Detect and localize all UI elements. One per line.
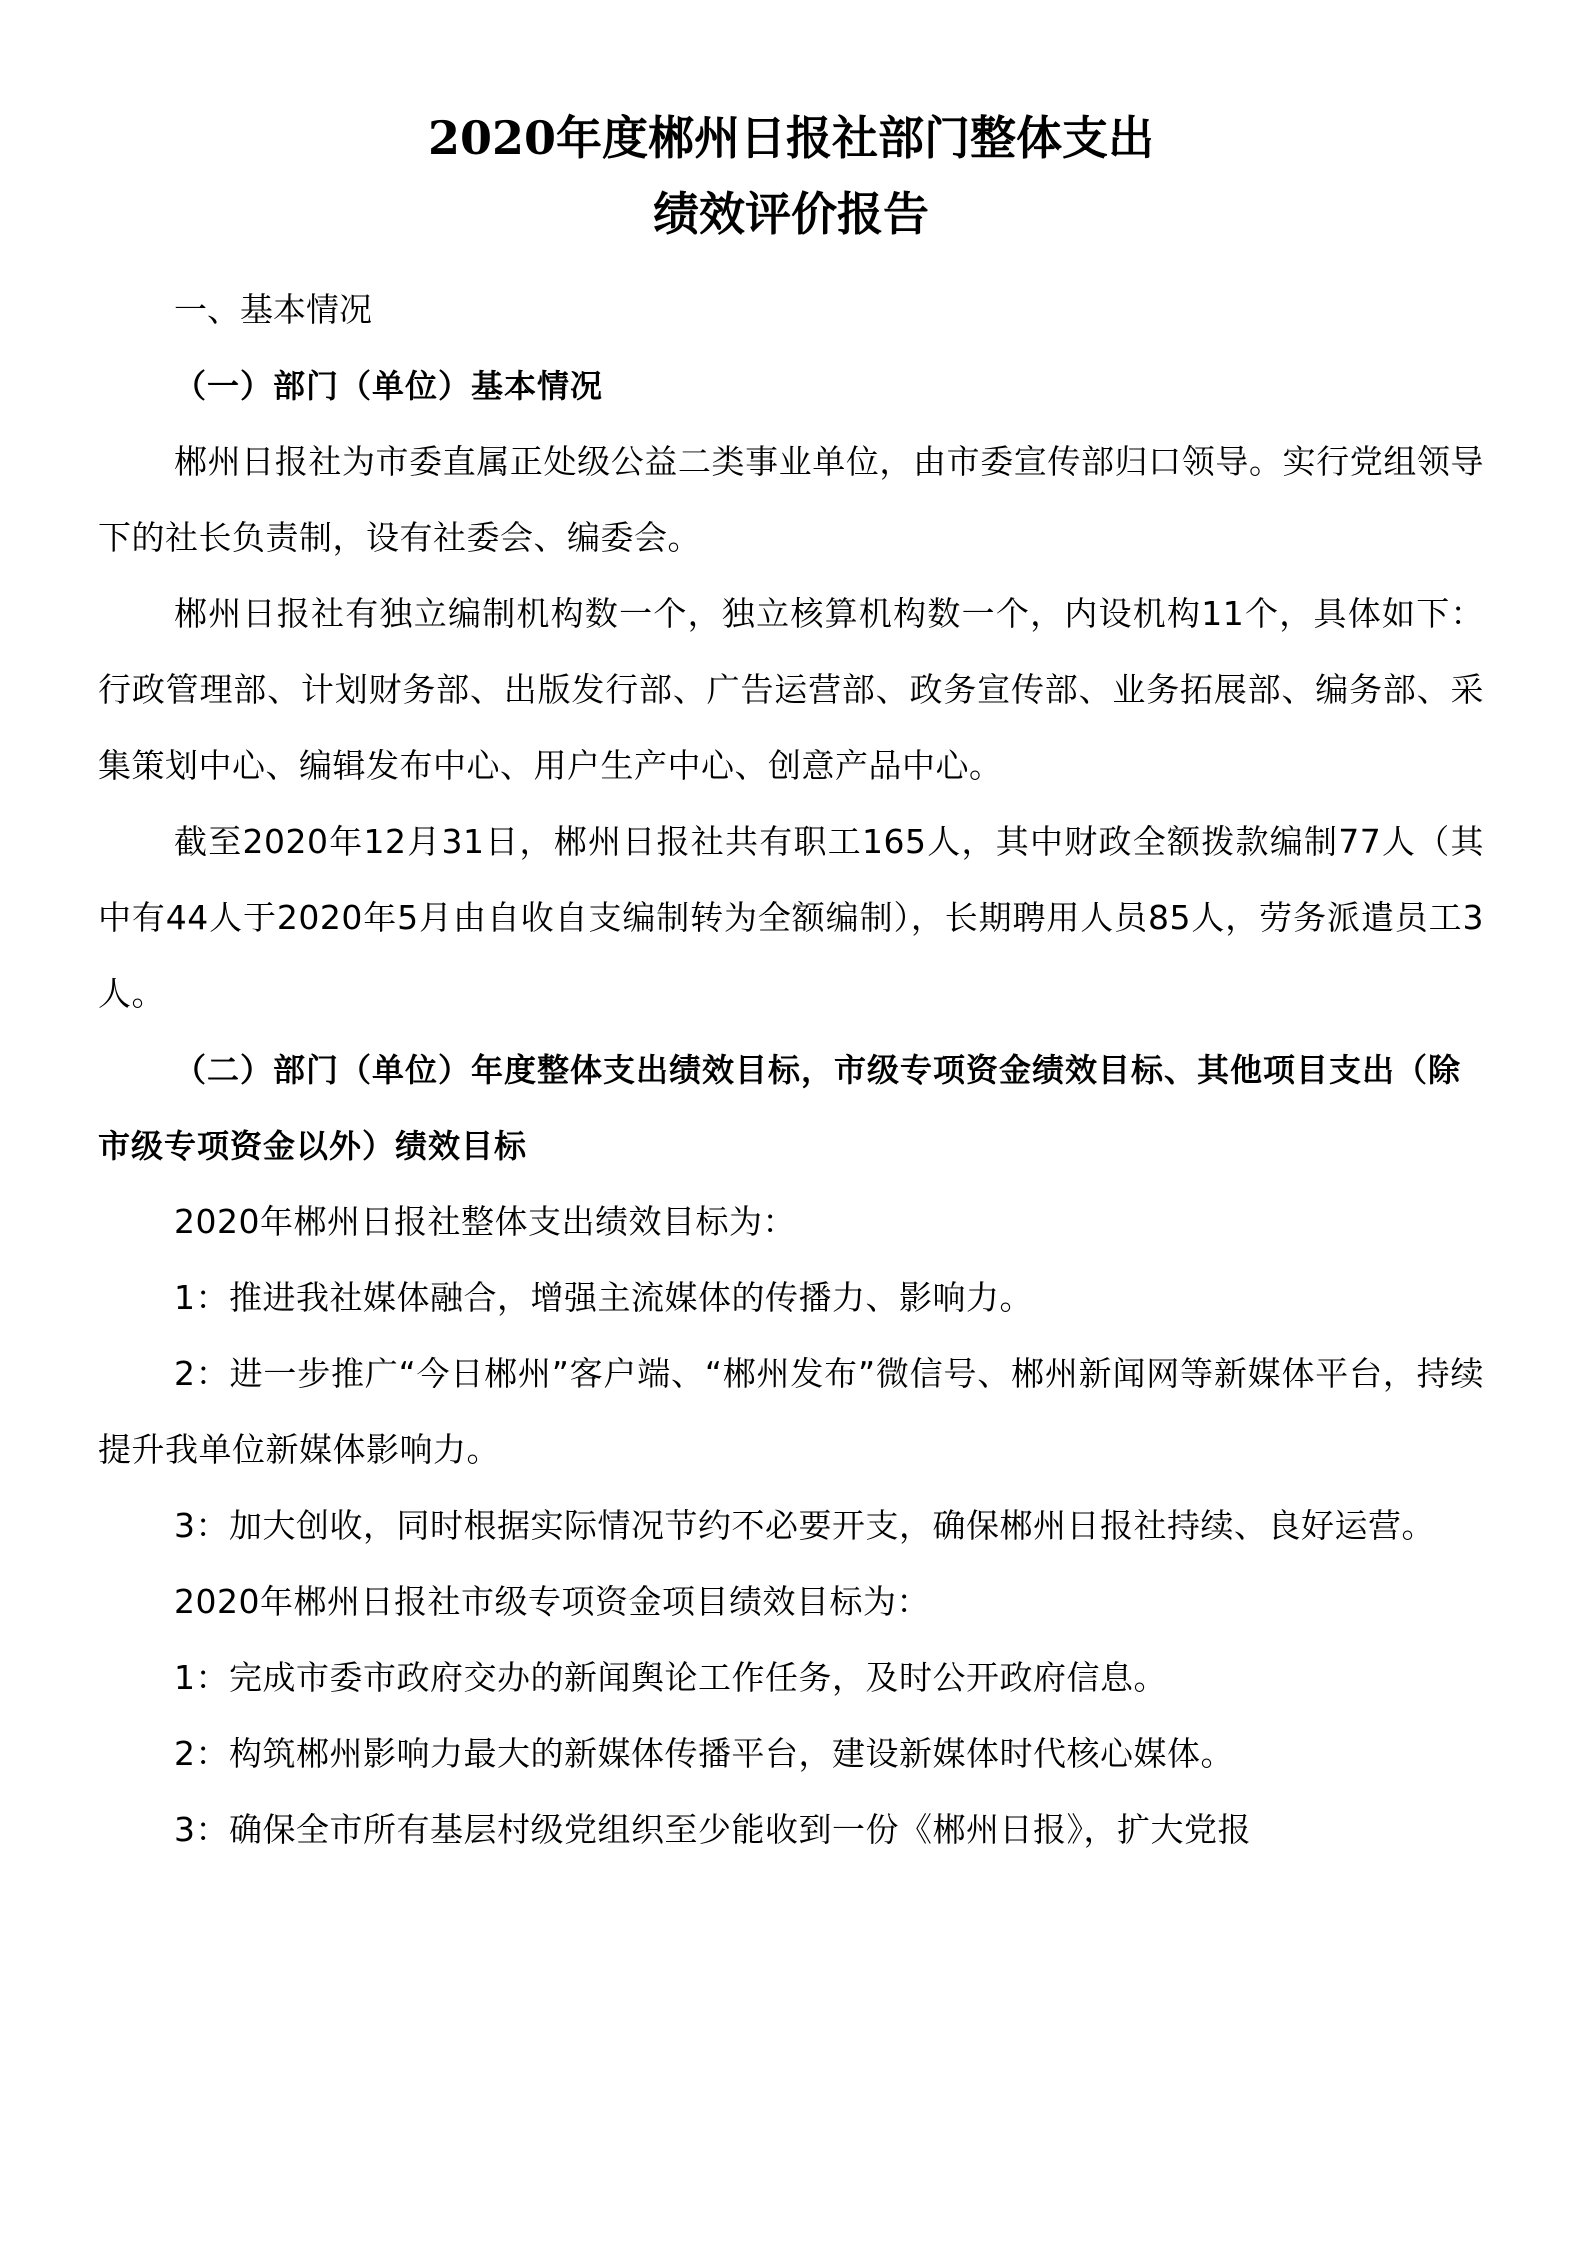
section-heading-basic-info: 一、基本情况 — [174, 290, 372, 329]
paragraph-dept-structure: 郴州日报社有独立编制机构数一个，独立核算机构数一个，内设机构11个，具体如下：行政管理部、计划财务部、出版发行部、广告运营部、政务宣传部、业务拓展部、编务部、采集策划中心、编辑发布中心、用户生产中心、创意产品中心。 — [98, 594, 1484, 785]
report-title — [98, 100, 1484, 252]
paragraph-overall-goals-intro: 2020年郴州日报社整体支出绩效目标为： — [174, 1202, 796, 1241]
paragraph-overall-goal-1: 1：推进我社媒体融合，增强主流媒体的传播力、影响力。 — [174, 1278, 1033, 1317]
paragraph-special-fund-goal-3: 3：确保全市所有基层村级党组织至少能收到一份《郴州日报》，扩大党报 — [174, 1810, 1251, 1849]
paragraph-overall-goal-2: 2：进一步推广“今日郴州”客户端、“郴州发布”微信号、郴州新闻网等新媒体平台，持续提升我单位新媒体影响力。 — [98, 1354, 1484, 1469]
paragraph-staffing: 截至2020年12月31日，郴州日报社共有职工165人，其中财政全额拨款编制77人（其中有44人于2020年5月由自收自支编制转为全额编制），长期聘用人员85人，劳务派遣员工3人。 — [98, 822, 1484, 1013]
document-page — [98, 100, 1484, 1868]
paragraph-special-fund-goal-2: 2：构筑郴州影响力最大的新媒体传播平台，建设新媒体时代核心媒体。 — [174, 1734, 1234, 1773]
subsection-heading-performance-goals: （二）部门（单位）年度整体支出绩效目标，市级专项资金绩效目标、其他项目支出（除市级专项资金以外）绩效目标 — [98, 1051, 1462, 1165]
report-title-line-1: 2020年度郴州日报社部门整体支出 — [427, 111, 1155, 165]
subsection-heading-dept-info: （一）部门（单位）基本情况 — [174, 367, 604, 405]
paragraph-special-fund-goal-1: 1：完成市委市政府交办的新闻舆论工作任务，及时公开政府信息。 — [174, 1658, 1167, 1697]
report-title-line-2: 绩效评价报告 — [653, 187, 929, 241]
paragraph-overall-goal-3: 3：加大创收，同时根据实际情况节约不必要开支，确保郴州日报社持续、良好运营。 — [174, 1506, 1435, 1545]
paragraph-special-fund-goals-intro: 2020年郴州日报社市级专项资金项目绩效目标为： — [174, 1582, 930, 1621]
paragraph-dept-overview: 郴州日报社为市委直属正处级公益二类事业单位，由市委宣传部归口领导。实行党组领导下的社长负责制，设有社委会、编委会。 — [98, 442, 1484, 557]
